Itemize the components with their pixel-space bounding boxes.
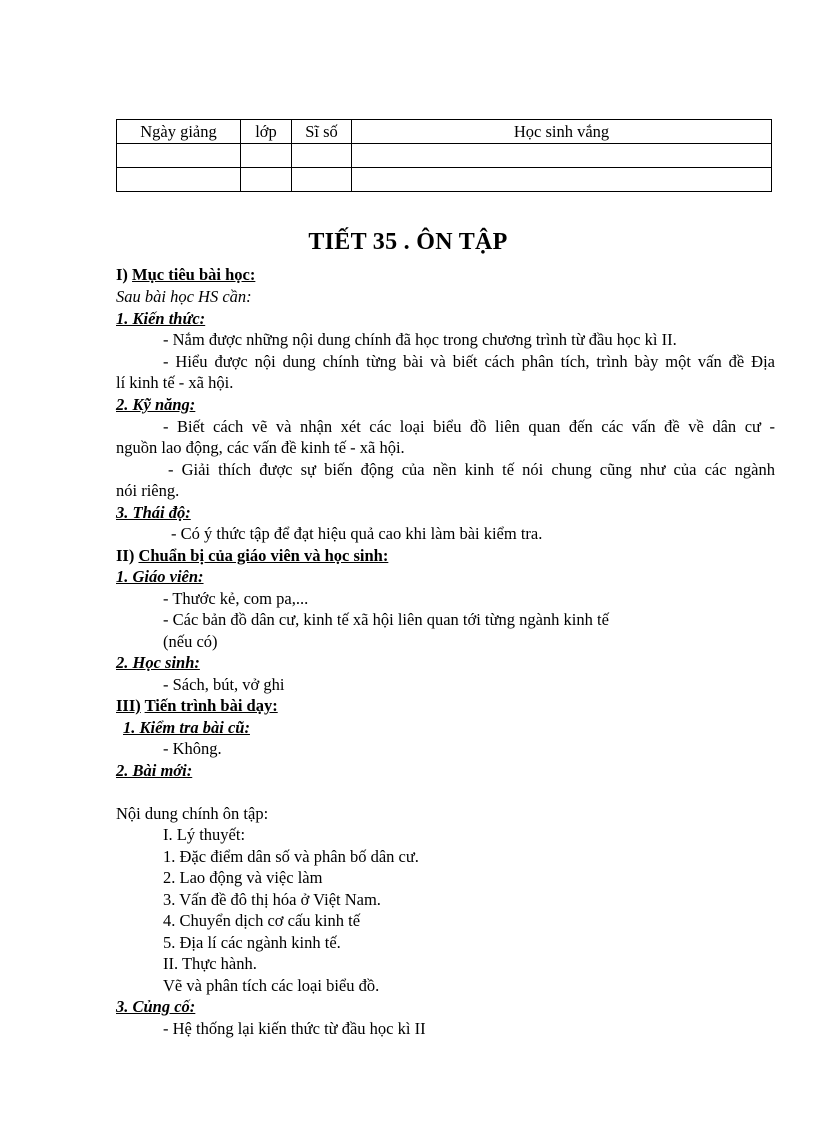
list-item: II. Thực hành. [163, 954, 257, 973]
check-heading: 1. Kiểm tra bài cũ: [123, 718, 250, 737]
consolidate-heading: 3. Củng cố: [116, 997, 196, 1016]
list-item: 4. Chuyển dịch cơ cấu kinh tế [163, 911, 361, 930]
teacher-item-2-line-2: (nếu có) [163, 632, 218, 651]
knowledge-item-2-line-2: lí kinh tế - xã hội. [116, 373, 234, 392]
list-item: 2. Lao động và việc làm [163, 868, 323, 887]
knowledge-item-1: - Nắm được những nội dung chính đã học trong chương trình từ đầu học kì II. [163, 330, 677, 349]
skills-item-1-line-2: nguồn lao động, các vấn đề kinh tế - xã hội. [116, 438, 405, 457]
section-3-title: Tiến trình bài dạy: [144, 696, 278, 715]
attitude-item-1: - Có ý thức tập để đạt hiệu quả cao khi làm bài kiểm tra. [171, 524, 543, 543]
table-cell [292, 144, 352, 168]
skills-item-2-line-2: nói riêng. [116, 481, 180, 500]
content-intro: Nội dung chính ôn tập: [116, 804, 269, 823]
skills-item-2-line-1: - Giải thích được sự biến động của nền kinh tế nói chung cũng như của các ngành [168, 460, 775, 479]
table-cell [352, 144, 772, 168]
check-item-1: - Không. [163, 739, 222, 758]
attendance-table [116, 119, 772, 192]
list-item: I. Lý thuyết: [163, 825, 246, 844]
intro-text: Sau bài học HS cần: [116, 287, 252, 306]
table-cell [117, 168, 241, 192]
table-cell [117, 144, 241, 168]
teacher-item-1: - Thước kẻ, com pa,... [163, 589, 309, 608]
section-2-heading [116, 545, 388, 566]
section-3-heading [116, 695, 278, 716]
header-class: lớp [241, 120, 292, 144]
section-2-number: II) [116, 546, 135, 565]
list-item: 3. Vấn đề đô thị hóa ở Việt Nam. [163, 890, 381, 909]
table-row [117, 144, 772, 168]
section-3-number: III) [116, 696, 141, 715]
table-cell [241, 144, 292, 168]
student-item-1: - Sách, bút, vở ghi [163, 675, 285, 694]
table-cell [352, 168, 772, 192]
table-row [117, 168, 772, 192]
list-item: 5. Địa lí các ngành kinh tế. [163, 933, 341, 952]
section-1-heading [116, 264, 255, 285]
section-1-number: I) [116, 265, 128, 284]
teacher-heading: 1. Giáo viên: [116, 567, 204, 586]
list-item: 1. Đặc điểm dân số và phân bố dân cư. [163, 847, 419, 866]
header-date: Ngày giảng [117, 120, 241, 144]
header-absent: Học sinh vắng [352, 120, 772, 144]
table-cell [241, 168, 292, 192]
attitude-heading: 3. Thái độ: [116, 503, 191, 522]
header-count: Sĩ số [292, 120, 352, 144]
knowledge-heading: 1. Kiến thức: [116, 309, 206, 328]
list-item: Vẽ và phân tích các loại biểu đồ. [163, 976, 380, 995]
lesson-title: TIẾT 35 . ÔN TẬP [308, 229, 508, 255]
table-cell [292, 168, 352, 192]
new-lesson-heading: 2. Bài mới: [116, 761, 193, 780]
section-1-title: Mục tiêu bài học: [132, 265, 256, 284]
teacher-item-2-line-1: - Các bản đồ dân cư, kinh tế xã hội liên quan tới từng ngành kinh tế [163, 610, 609, 629]
student-heading: 2. Học sinh: [116, 653, 200, 672]
knowledge-item-2-line-1: - Hiểu được nội dung chính từng bài và biết cách phân tích, trình bày một vấn đề Địa [163, 352, 775, 371]
section-2-title: Chuẩn bị của giáo viên và học sinh: [138, 546, 389, 565]
skills-item-1-line-1: - Biết cách vẽ và nhận xét các loại biểu đồ liên quan đến các vấn đề về dân cư - [163, 417, 775, 436]
consolidate-item-1: - Hệ thống lại kiến thức từ đầu học kì II [163, 1019, 426, 1038]
skills-heading: 2. Kỹ năng: [116, 395, 196, 414]
table-header-row [117, 120, 772, 144]
